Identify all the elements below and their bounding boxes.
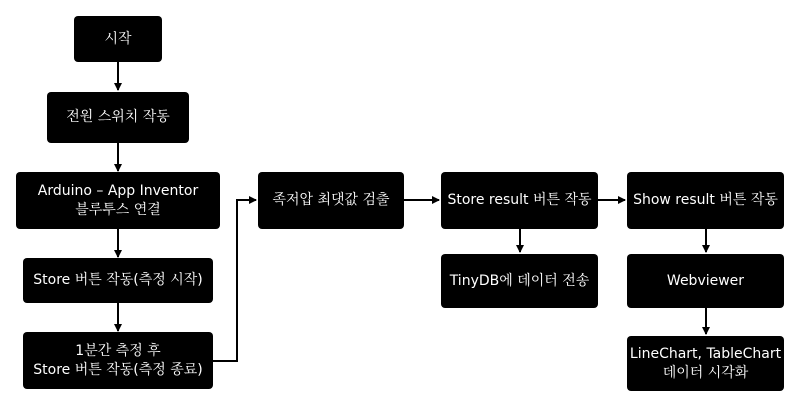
node-bluetooth-connect [16, 172, 220, 229]
node-start-line1: 시작 [104, 30, 132, 47]
node-chart-visualization [627, 336, 784, 391]
node-bluetooth-line2: 블루투스 연결 [75, 201, 161, 218]
node-store-end [23, 332, 213, 389]
node-store-result [441, 172, 598, 229]
node-chart-line2: 데이터 시각화 [662, 364, 749, 381]
node-tinydb-line1: TinyDB에 데이터 전송 [449, 272, 590, 289]
node-start [74, 16, 162, 62]
node-show-result [627, 172, 784, 229]
node-power-switch [47, 92, 189, 143]
node-power-line1: 전원 스위치 작동 [66, 109, 170, 125]
node-webviewer-line1: Webviewer [666, 272, 745, 289]
node-max-detect-line1: 족저압 최댓값 검출 [272, 192, 390, 208]
node-store-result-line1: Store result 버튼 작동 [447, 192, 592, 208]
node-store-end-line1: 1분간 측정 후 [75, 342, 161, 359]
node-tinydb [441, 254, 598, 308]
node-store-start [23, 258, 213, 303]
node-show-result-line1: Show result 버튼 작동 [633, 192, 778, 208]
node-store-start-line1: Store 버튼 작동(측정 시작) [33, 272, 203, 288]
node-bluetooth-line1: Arduino – App Inventor [37, 182, 199, 199]
node-chart-line1: LineChart, TableChart [629, 345, 782, 362]
node-webviewer [627, 254, 784, 308]
node-store-end-line2: Store 버튼 작동(측정 종료) [33, 361, 203, 378]
node-max-detect [258, 172, 404, 229]
